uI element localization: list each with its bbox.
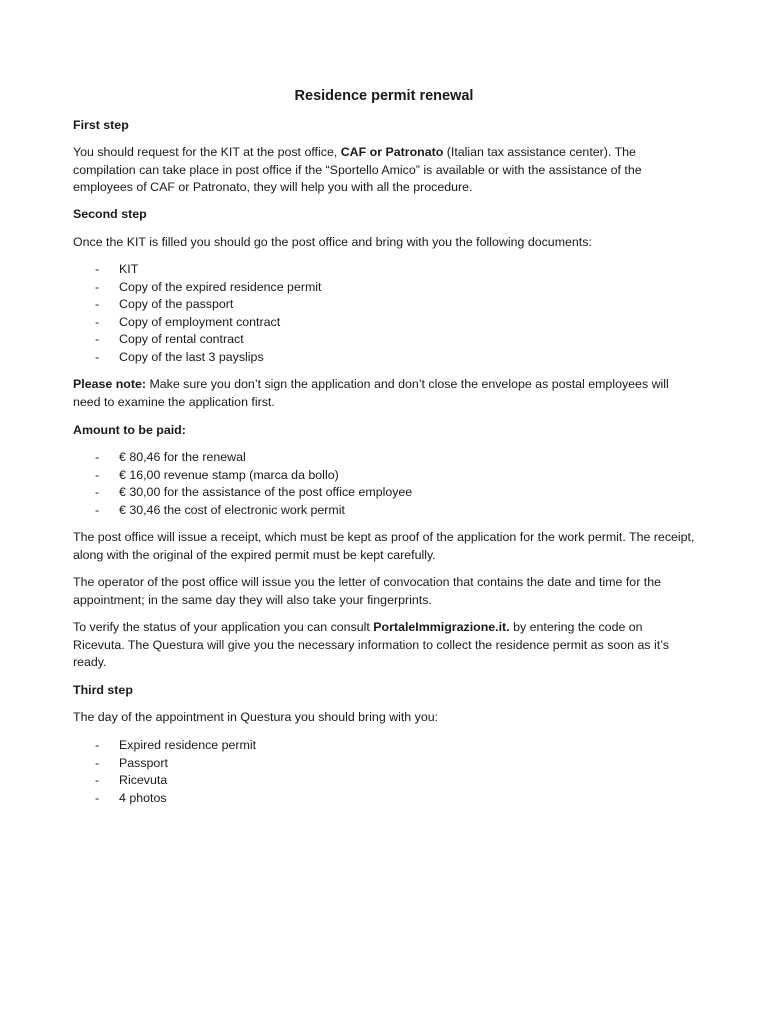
bullet-dash: - — [95, 349, 100, 364]
list-item — [73, 790, 695, 808]
bullet-dash: - — [95, 262, 100, 276]
bullet-dash: - — [95, 450, 100, 464]
first-step-text-1: You should request for the KIT at the post office, — [73, 145, 341, 159]
bullet-dash: - — [95, 332, 100, 346]
first-step-text-2: (Italian tax assistance center). The compilation can take place in post office if the “Sportello Amico” is available or with the assistance of the employees of CAF or Patronato, they will help you with all the procedure. — [73, 145, 642, 194]
list-item-text: € 30,46 the cost of electronic work permit — [119, 502, 345, 517]
list-item-text: € 16,00 revenue stamp (marca da bollo) — [119, 467, 339, 482]
verify-text-1: To verify the status of your application you can consult — [73, 620, 374, 634]
bullet-dash: - — [95, 773, 100, 787]
list-item-text: Passport — [119, 755, 168, 770]
verify-paragraph — [73, 619, 695, 672]
bullet-dash: - — [95, 297, 100, 311]
first-step-heading: First step — [73, 118, 129, 132]
receipt-paragraph: The post office will issue a receipt, which must be kept as proof of the application for the work permit. The receipt, along with the original of the expired permit must be kept carefully. — [73, 530, 695, 562]
second-step-heading: Second step — [73, 207, 147, 221]
list-item — [73, 331, 695, 349]
list-item — [73, 261, 695, 279]
list-item — [73, 772, 695, 790]
list-item — [73, 737, 695, 755]
list-item — [73, 755, 695, 773]
bullet-dash: - — [95, 790, 100, 805]
bullet-dash: - — [95, 755, 100, 770]
list-item-text: Copy of the last 3 payslips — [119, 349, 264, 364]
list-item-text: Copy of the expired residence permit — [119, 279, 322, 294]
bullet-dash: - — [95, 467, 100, 482]
list-item — [73, 349, 695, 367]
list-item-text: Copy of employment contract — [119, 314, 281, 329]
list-item — [73, 502, 695, 520]
list-item — [73, 467, 695, 485]
first-step-bold: CAF or Patronato — [340, 145, 444, 159]
third-step-intro: The day of the appointment in Questura you should bring with you: — [73, 710, 439, 724]
amount-list — [73, 449, 695, 519]
convocation-paragraph: The operator of the post office will issue you the letter of convocation that contains the date and time for the appointment; in the same day they will also take your fingerprints. — [73, 575, 661, 607]
bullet-dash: - — [95, 279, 100, 294]
list-item — [73, 314, 695, 332]
list-item-text: 4 photos — [119, 790, 167, 805]
third-step-heading: Third step — [73, 683, 133, 697]
page-title: Residence permit renewal — [294, 88, 474, 104]
third-step-list — [73, 737, 695, 807]
list-item-text: Copy of rental contract — [119, 332, 244, 346]
second-step-intro: Once the KIT is filled you should go the post office and bring with you the following documents: — [73, 235, 592, 249]
first-step-paragraph — [73, 144, 695, 197]
list-item-text: € 80,46 for the renewal — [119, 450, 246, 464]
list-item — [73, 484, 695, 502]
bullet-dash: - — [95, 502, 100, 517]
documents-list — [73, 261, 695, 366]
bullet-dash: - — [95, 314, 100, 329]
please-note-text: Make sure you don’t sign the application and don’t close the envelope as postal employees will need to examine the application first. — [73, 377, 669, 409]
list-item-text: Ricevuta — [119, 773, 168, 787]
list-item — [73, 296, 695, 314]
list-item — [73, 279, 695, 297]
please-note-label: Please note: — [73, 377, 146, 391]
list-item-text: € 30,00 for the assistance of the post office employee — [119, 485, 413, 499]
list-item-text: KIT — [119, 262, 139, 276]
verify-text-2: by entering the code on Ricevuta. The Questura will give you the necessary information to collect the residence permit as soon as it’s ready. — [73, 620, 669, 669]
amount-heading: Amount to be paid: — [73, 423, 186, 437]
portale-immigrazione-link[interactable]: PortaleImmigrazione.it. — [373, 620, 510, 634]
list-item-text: Copy of the passport — [119, 297, 234, 311]
list-item — [73, 449, 695, 467]
list-item-text: Expired residence permit — [119, 738, 257, 752]
bullet-dash: - — [95, 738, 100, 752]
bullet-dash: - — [95, 485, 100, 499]
please-note-paragraph — [73, 376, 695, 411]
